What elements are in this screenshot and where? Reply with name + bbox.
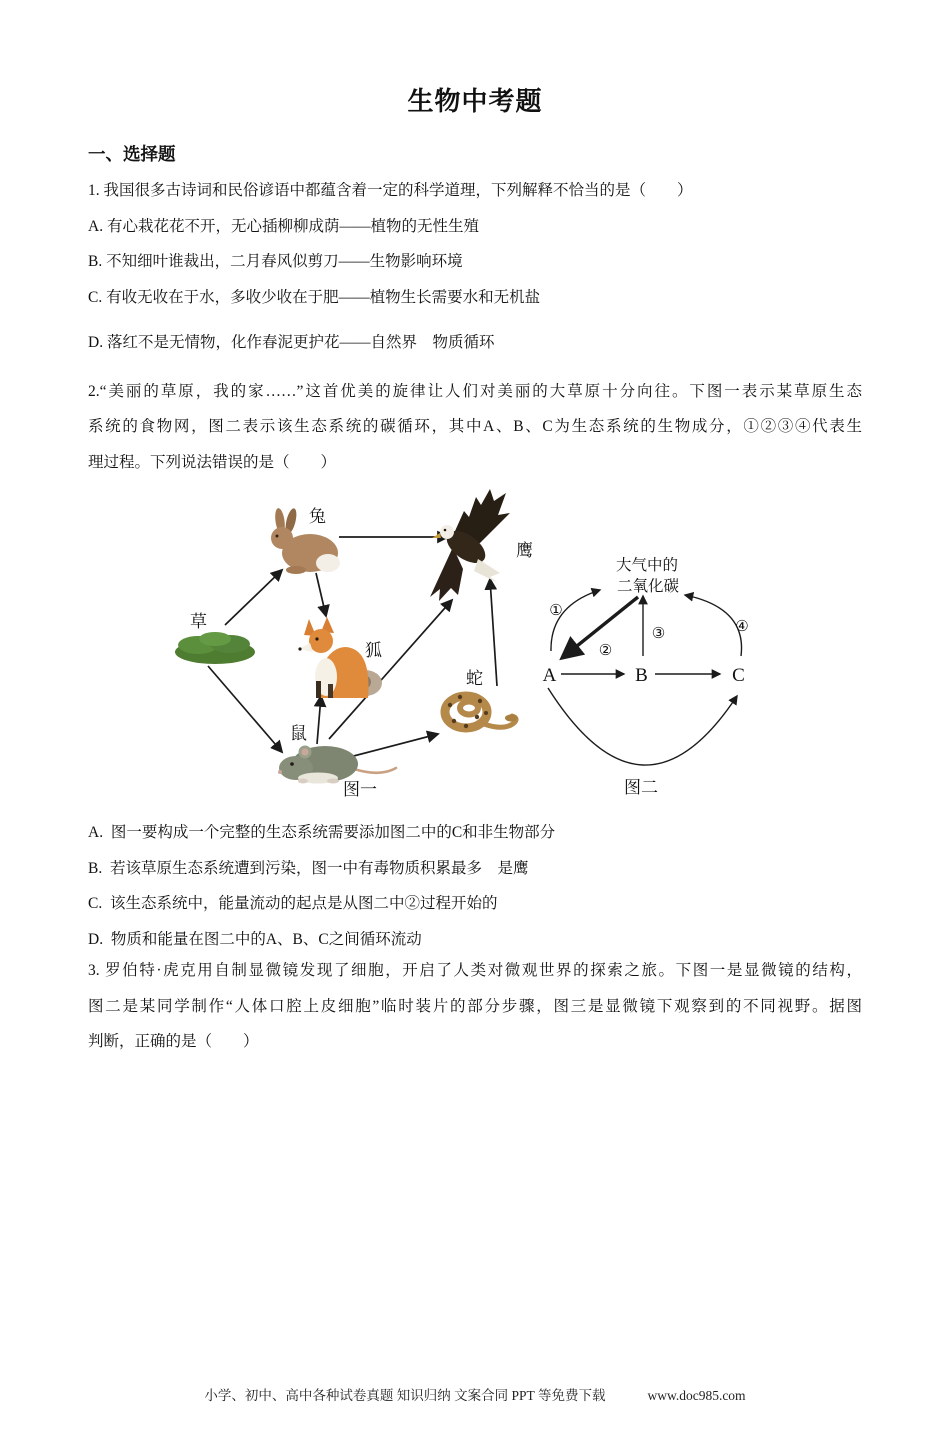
arrow-mouse-to-snake [342,734,438,759]
carbon-cycle-figure [538,520,858,800]
eagle-image [430,489,510,601]
arrow-snake-to-eagle [490,579,497,686]
footer-promo-text: 小学、初中、高中各种试卷真题 知识归纳 文案合同 PPT 等免费下载 [204,1388,606,1403]
node-b-label: B [635,665,648,686]
arrow-grass-to-mouse [208,666,282,752]
arrow-a-to-co2 [551,590,600,651]
question-2 [88,374,862,481]
arrow-a-to-c-bottom [548,688,737,765]
step-3-label: ③ [651,624,666,642]
figure-2-caption: 图二 [624,778,658,797]
question-1-stem: 1. 我国很多古诗词和民俗谚语中都蕴含着一定的科学道理，下列解释不恰当的是（ ） [88,182,693,199]
question-3-stem-line-1: 3. 罗伯特·虎克用自制显微镜发现了细胞，开启了人类对微观世界的探索之旅。下图一是显微镜的结构， [88,962,862,979]
eagle-label: 鹰 [516,541,533,560]
food-web-figure [168,485,558,810]
question-3 [88,953,862,1060]
question-3-stem-line-3: 判断，正确的是（ ） [88,1033,259,1050]
rabbit-image [271,507,340,574]
question-1 [88,173,862,361]
figure-1-caption: 图一 [343,780,377,799]
question-1-option-d: D. 落红不是无情物，化作春泥更护花——自然界 物质循环 [88,334,495,351]
fox-label: 狐 [365,641,382,660]
step-2-label: ② [598,641,613,659]
mouse-label: 鼠 [290,724,307,743]
question-2-options [88,815,862,957]
question-2-stem-line-3: 理过程。下列说法错误的是（ ） [88,453,337,471]
step-4-label: ④ [735,617,749,635]
page-footer [0,1384,950,1404]
co2-label-line-2: 二氧化碳 [616,578,680,595]
document-page [0,86,950,1060]
node-c-label: C [732,665,745,686]
page-title: 生物中考题 [407,87,543,116]
step-1-label: ① [549,601,563,619]
question-2-stem-line-2: 系统的食物网，图二表示该生态系统的碳循环，其中A、B、C为生态系统的生物成分，①②③④代表生 [88,418,862,435]
footer-site-link[interactable]: www.doc985.com [647,1388,746,1403]
question-2-stem-line-1: 2.“美丽的草原，我的家……”这首优美的旋律让人们对美丽的大草原十分向往。下图一表示某草原生态 [88,382,862,400]
grass-image [175,632,255,664]
question-1-option-a: A. 有心栽花花不开，无心插柳柳成荫——植物的无性生殖 [88,217,479,235]
arrow-grass-to-rabbit [225,570,282,625]
co2-label-line-1: 大气中的 [615,557,679,574]
section-heading: 一、选择题 [88,144,176,164]
mouse-image [278,746,396,784]
question-2-option-b: B. 若该草原生态系统遭到污染，图一中有毒物质积累最多 是鹰 [88,859,529,877]
grass-label: 草 [190,612,207,631]
question-1-option-c: C. 有收无收在于水，多收少收在于肥——植物生长需要水和无机盐 [88,288,541,306]
node-a-label: A [542,665,557,686]
snake-label: 蛇 [466,669,483,688]
question-1-option-b: B. 不知细叶谁裁出，二月春风似剪刀——生物影响环境 [88,253,463,270]
arrow-c-to-co2 [685,595,742,656]
question-2-option-d: D. 物质和能量在图二中的A、B、C之间循环流动 [88,930,422,948]
question-2-option-a: A. 图一要构成一个完整的生态系统需要添加图二中的C和非生物部分 [88,824,556,841]
arrow-rabbit-to-fox [316,573,326,616]
question-2-option-c: C. 该生态系统中，能量流动的起点是从图二中②过程开始的 [88,895,498,912]
arrow-mouse-to-fox [317,696,321,744]
question-3-stem-line-2: 图二是某同学制作“人体口腔上皮细胞”临时装片的部分步骤，图三是显微镜下观察到的不同视野。据图 [88,997,862,1015]
snake-image [445,695,517,728]
grass-chain-rabbit-label: 兔 [309,507,326,526]
question-2-figures [88,480,862,815]
